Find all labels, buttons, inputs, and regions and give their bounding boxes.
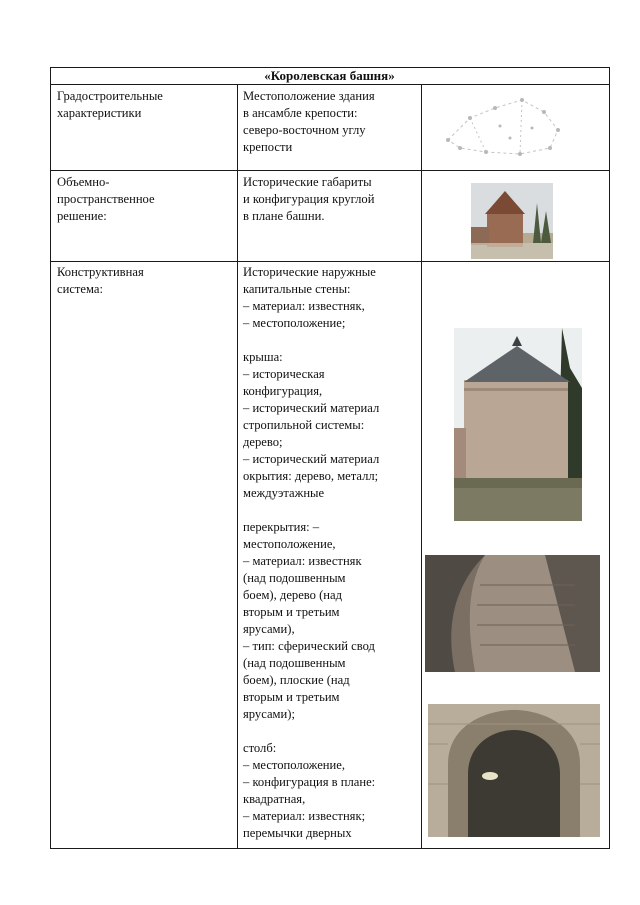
table-bottom-border: [50, 848, 610, 849]
table-col2-divider: [421, 84, 422, 849]
table-border-right: [609, 67, 610, 849]
vault-interior-photo: [425, 555, 600, 672]
table-col1-divider: [237, 84, 238, 849]
row2-description: Исторические габариты и конфигурация круглой в плане башни.: [243, 175, 375, 223]
table-title-divider: [50, 84, 610, 85]
row1-description: Местоположение здания в ансамбле крепости: северо-восточном углу крепости: [243, 89, 375, 154]
table-row2-divider: [50, 261, 610, 262]
tower-distant-photo: [471, 183, 553, 259]
fortress-site-plan-image: [440, 90, 575, 162]
row1-label: Градостроительные характеристики: [57, 89, 163, 120]
row3-label: Конструктивная система:: [57, 265, 144, 296]
table-title: «Королевская башня»: [264, 68, 395, 83]
row3-description: Исторические наружные капитальные стены: – материал: известняк, – местоположение; крыша: – историческая конфигурация, – исторический материал стропильной системы: дерево; – исторический материал окрытия: дерево, металл; междуэтажные перекрытия: – местоположение, – материал: известняк (над подошвенным боем), дерево (над вторым и третьим ярусами), – тип: сферический свод (над подошвенным боем), плоские (над вторым и третьим ярусами); столб: – местоположение, – конфигурация в плане: квадратная, – материал: известняк; перемычки дверных: [243, 265, 380, 840]
table-row1-divider: [50, 170, 610, 171]
table-border-left: [50, 67, 51, 849]
row2-label: Объемно- пространственное решение:: [57, 175, 155, 223]
tower-closeup-photo: [454, 328, 582, 521]
arched-passage-photo: [428, 704, 600, 837]
